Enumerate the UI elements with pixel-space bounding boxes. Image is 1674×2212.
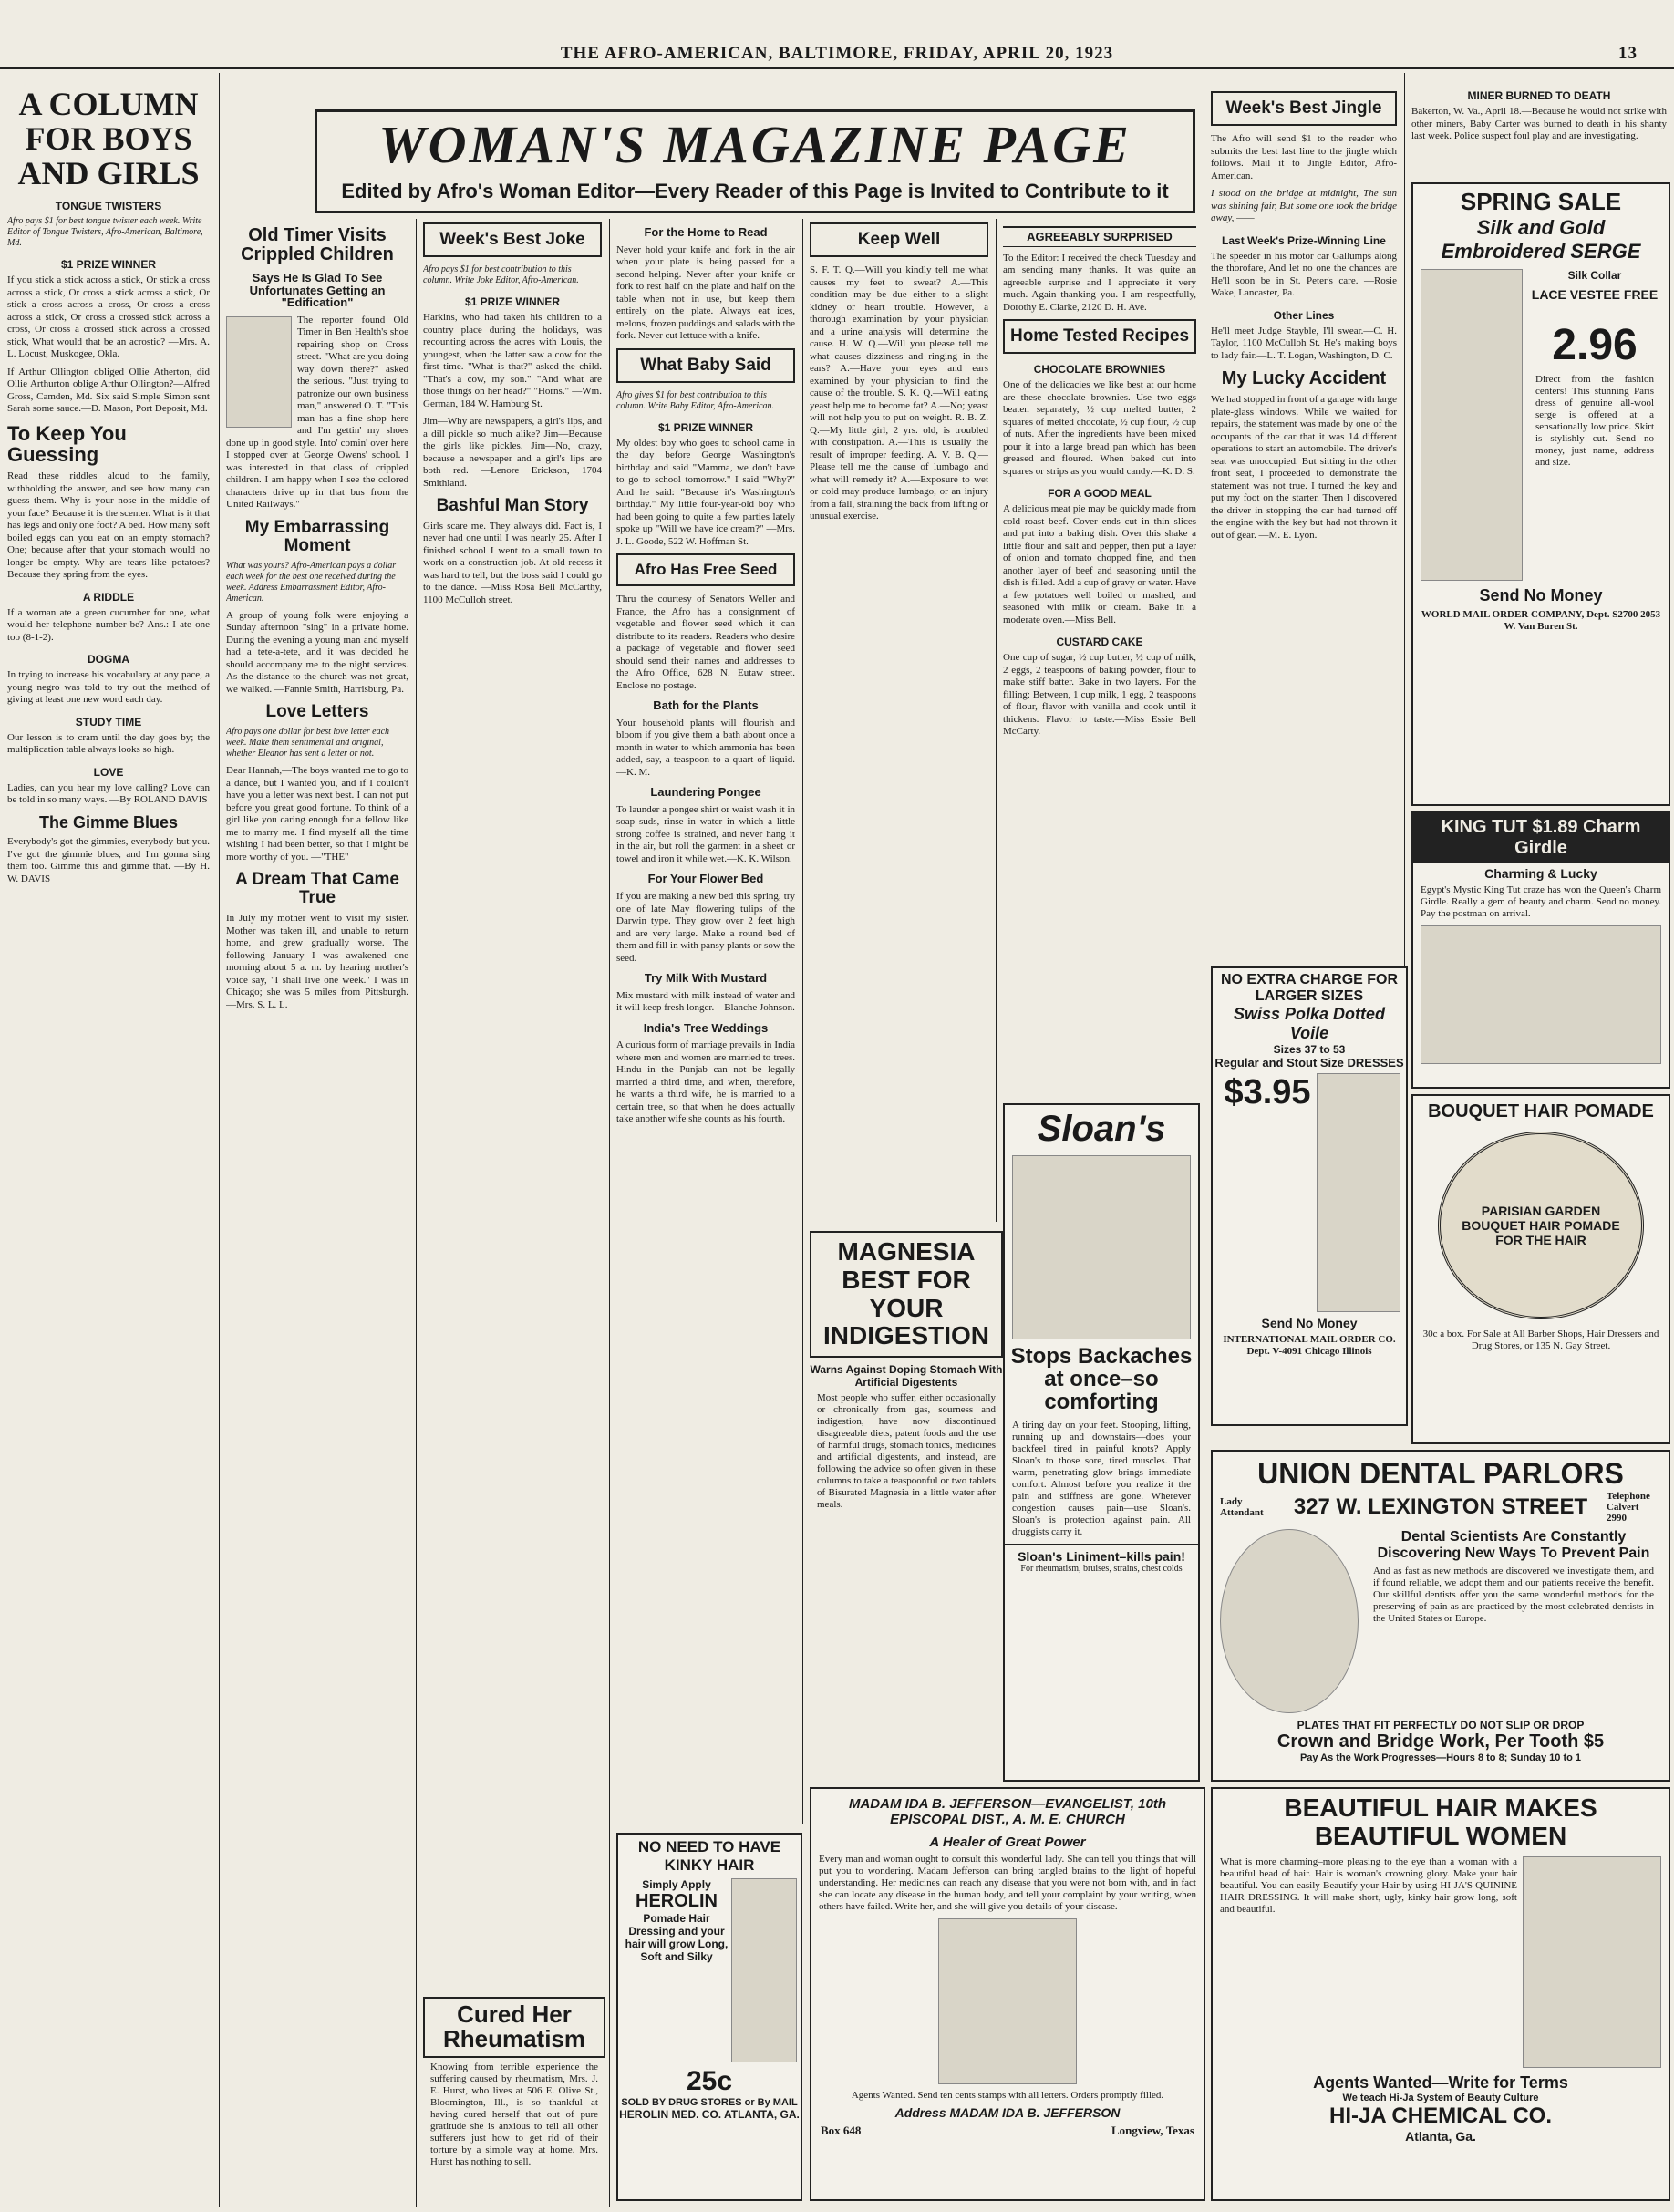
jingle-verse: I stood on the bridge at midnight, The sun was shining fair, But some one took the bridge away, —— <box>1211 188 1397 223</box>
masthead <box>0 44 1674 64</box>
column-rule <box>802 219 803 1824</box>
voile-dress-illustration <box>1317 1073 1400 1312</box>
joke-more-text: Jim—Why are newspapers, a girl's lips, and a dill pickle so much alike? Jim—Because the girls like pickles. Jim—No, crazy, because a newspaper and a girl's lips are both red. —Lenore Erickson, 1704 Smithland. <box>423 416 602 489</box>
baby-intro: Afro gives $1 for best contribution to this column. Write Baby Editor, Afro-American. <box>616 389 775 411</box>
dream-text: In July my mother went to visit my sister. Mother was taken ill, and unable to return home, and grew gradually worse. The following January I was awakened one morning about 5 a. m. by hearing mother's voice say, "I shall live one week." I was in Chicago; she was 5 miles from Pittsburgh. —Mrs. S. L. L. <box>226 913 408 1010</box>
study-time-text: Our lesson is to cram until the day goes by; the multiplication table always looks so high. <box>7 731 210 756</box>
beautiful-hair-woman-illustration <box>1523 1856 1661 2068</box>
serge-vestee-label: LACE VESTEE FREE <box>1531 287 1658 302</box>
ad-union-dental-parlors <box>1211 1450 1670 1782</box>
sloans-text: A tiring day on your feet. Stooping, lifting, running up and downstairs—does your backfeel tired in painful knots? Apply Sloan's to those sore, tired muscles. That warm, penetrating glow brings immediate comfort. Almost before you realize it the pain and stiffness are gone. Wherever congestion causes pain—use Sloan's. Sloan's is protection against pain. All druggists carry it. <box>1012 1419 1191 1537</box>
baby-text: My oldest boy who goes to school came in the day before George Washington's birthday and said "Mamma, we don't have to go to school tomorrow." I said "Why?" And he said: "Because it's Washington's birthday." My little four-year-old boy who had been going to quite a few parties lately spoke up "Will we have ice cream?" —Mrs. J. L. Goode, 522 W. Hoffman St. <box>616 437 795 547</box>
dental-head: UNION DENTAL PARLORS <box>1257 1457 1624 1490</box>
herolin-simply: Simply Apply <box>642 1878 711 1891</box>
joke-prize-heading: $1 PRIZE WINNER <box>464 295 560 308</box>
jingle-winner-text: The speeder in his motor car Gallumps along the thorofare, And let no one the chances are He'll soon be in St. Peter's care. —Rosie Wake, Lancaster, Pa. <box>1211 250 1397 298</box>
beautiful-hair-agents: Agents Wanted—Write for Terms <box>1313 2072 1568 2092</box>
page-number: 13 <box>1618 44 1638 63</box>
embarrassing-moment-text: A group of young folk were enjoying a Sunday afternoon "sing" in a private home. During the evening a young man and myself had a tete-a-tete, and it was decided he should accompany me to the night services. As the distance to the church was not great, we walked. —Fannie Smith, Harrisburg, Pa. <box>226 609 408 695</box>
rheumatism-head: Cured Her Rheumatism <box>423 1997 605 2058</box>
gimme-blues-text: Everybody's got the gimmies, everybody but you. I've got the gimmie blues, and I'm gonna sing them too. Gimme this and gimme that. —By H. W. DAVIS <box>7 836 210 884</box>
weeks-best-jingle-box: Week's Best Jingle <box>1211 91 1397 126</box>
voile-sub: Swiss Polka Dotted Voile <box>1233 1005 1386 1042</box>
ad-herolin <box>616 1833 802 2201</box>
tongue-twisters-intro: Afro pays $1 for best tongue twister each week. Write Editor of Tongue Twisters, Afro-American, Baltimore, Md. <box>7 216 203 249</box>
serge-company: WORLD MAIL ORDER COMPANY, Dept. S2700 2053 W. Van Buren St. <box>1421 609 1661 632</box>
serge-price: 2.96 <box>1552 321 1638 369</box>
home-tested-recipes-box: Home Tested Recipes <box>1003 319 1196 354</box>
beautiful-hair-city: Atlanta, Ga. <box>1405 2128 1476 2144</box>
serge-send-no-money: Send No Money <box>1479 586 1603 605</box>
serge-ad-head1: SPRING SALE <box>1460 188 1622 215</box>
column-rule <box>416 219 417 2207</box>
masthead-rule <box>0 67 1674 69</box>
love-letters-intro: Afro pays one dollar for best love letter each week. Make them sentimental and original, whether Eleanor has sent a letter or not. <box>226 727 390 760</box>
column-home <box>616 219 795 1824</box>
jefferson-box: Box 648 <box>821 2124 862 2137</box>
herolin-sub: Pomade Hair Dressing and your hair will grow Long, Soft and Silky <box>625 1912 728 1963</box>
voile-company: INTERNATIONAL MAIL ORDER CO. Dept. V-4091 Chicago Illinois <box>1223 1334 1396 1357</box>
ad-magnesia <box>810 1231 1003 1760</box>
flower-bed-heading: For Your Flower Bed <box>647 872 764 886</box>
sloans-illustration <box>1012 1155 1191 1339</box>
dental-attendant: Lady Attendant <box>1220 1496 1264 1518</box>
jefferson-agents: Agents Wanted. Send ten cents stamps with all letters. Orders promptly filled. <box>851 2090 1164 2101</box>
pomade-text: 30c a box. For Sale at All Barber Shops, Hair Dressers and Drug Stores, or 135 N. Gay Street. <box>1422 1328 1659 1351</box>
keep-guessing-heading: To Keep You Guessing <box>7 421 127 466</box>
good-meal-heading: FOR A GOOD MEAL <box>1048 487 1152 501</box>
custard-cake-heading: CUSTARD CAKE <box>1056 636 1143 649</box>
voile-stout: Regular and Stout Size DRESSES <box>1214 1056 1404 1070</box>
other-lines-heading: Other Lines <box>1273 308 1335 322</box>
voile-sizes: Sizes 37 to 53 <box>1273 1043 1346 1056</box>
what-baby-said-box: What Baby Said <box>616 348 795 383</box>
custard-cake-text: One cup of sugar, ½ cup butter, ½ cup of milk, 2 eggs, 2 teaspoons of baking powder, flour to make stiff batter. Bake in two layers. For the filling: Between, 1 cup milk, 1 egg, 2 teaspoons of flour, flavor with vanilla and cook until it thickens. Flavor to taste.—Miss Essie Bell McCarty. <box>1003 652 1196 738</box>
magnesia-sub: Warns Against Doping Stomach With Artificial Digestents <box>810 1363 1003 1390</box>
serge-text: Direct from the fashion centers! This stunning Paris dress of genuine all-wool serge is offered at a sensationally low price. Skirt is stylishly cut. Send no money, just name, address and size. <box>1535 374 1654 468</box>
home-text: Never hold your knife and fork in the air when your plate is being passed for a second helping. Never after your knife or fork to rest half on the plate and half on the table when not in use, but keep them entirely on the plate. Always eat ices, melons, frozen puddings and salads with the fork. Never cut lettuce with a knife. <box>616 243 795 342</box>
flower-bed-text: If you are making a new bed this spring, try one of late May flowering tulips of the Darwin type. They grow over 2 feet high and are very large. Make a round bed of them and fill in with pansy plants or sow the seed. <box>616 891 795 964</box>
dental-address: 327 W. LEXINGTON STREET <box>1293 1494 1588 1519</box>
ad-beautiful-hair <box>1211 1787 1670 2201</box>
extra-twisters-text: If Arthur Ollington obliged Ollie Atherton, did Ollie Arthurton oblige Arthur Ollington?—Alfred Gross, Camden, Md. Six said Simple Simon sent Sarah some sauce.—D. Mason, Port Deposit, Md. <box>7 366 210 415</box>
old-timer-illustration <box>226 316 292 428</box>
dental-text: And as fast as new methods are discovered we investigate them, and if found reliable, we adopt them and our patients receive the benefit. Our skillful dentists offer you the same wonderful methods for the preserving of pain as are practiced by the most celebrated dentists in the United States or Europe. <box>1373 1566 1654 1624</box>
column-title: A COLUMN FOR BOYS AND GIRLS <box>17 86 200 191</box>
love-letters-heading: Love Letters <box>265 702 369 722</box>
joke-text: Harkins, who had taken his children to a country place during the holidays, was recounting across the acres with Louis, the youngest, when the latter saw a cow for the first time. "What is that?" asked the child. "That's a cow, my son." "And what are those things on her head?" "Horns." —Wm. German, 184 W. Hamburg St. <box>423 312 602 409</box>
agreeably-surprised-text: To the Editor: I received the check Tuesday and am sending many thanks. It was quite an agreeable surprise and I appreciate it very much. Again thanking you. I am respectfully, Dorothy E. Clarke, 2120 D. H. Ave. <box>1003 252 1196 313</box>
masthead-text: THE AFRO-AMERICAN, BALTIMORE, FRIDAY, APRIL 20, 1923 <box>560 44 1114 63</box>
keep-well-text: S. F. T. Q.—Will you kindly tell me what causes my feet to sweat? A.—This condition may be due either to a slight kidney or heart trouble. However, a thorough examination by your physician and a urine analysis will determine the cause. H. W. Q.—Will you please tell me what causes dizziness and ringing in the ears? A.—Have your eyes and ears examined by your physician to find the cause of the trouble. S. K. Q.—Will eating yeast help me to become fat? A.—No; yeast will not help you to put on weight. R. B. Z. Q.—My little girl, 2 yrs. old, is troubled with constipation. A.—This is usually the result of improper feeding. A. V. B. Q.—Please tell me the cause of lumbago and what will remedy it? A.—Exposure to wet or cold may produce lumbago, or an injury from a fall, straining the back from lifting or unusual exercise. <box>810 264 988 522</box>
ad-polka-dotted-voile <box>1211 966 1408 1426</box>
dream-heading: A Dream That Came True <box>235 870 399 908</box>
pongee-heading: Laundering Pongee <box>650 785 761 800</box>
study-time-heading: STUDY TIME <box>75 715 142 729</box>
serge-ad-head2: Silk and Gold Embroidered SERGE <box>1441 216 1641 263</box>
tree-weddings-text: A curious form of marriage prevails in India where men and women are married to trees. Hindu in the Punjab can not be legally married a third time, and when, therefore, he wants a third wife, he is married to a certain tree, so that when he does actually take another wife she counts as his fourth. <box>616 1039 795 1125</box>
joke-intro: Afro pays $1 for best contribution to this column. Write Joke Editor, Afro-American. <box>423 264 579 285</box>
dogma-text: In trying to increase his vocabulary at any pace, a young negro was told to try out the method of giving at least one new word each day. <box>7 669 210 706</box>
sloans-footer-sub: For rheumatism, bruises, strains, chest colds <box>1020 1563 1183 1574</box>
sloans-head: Sloan's <box>1037 1109 1166 1149</box>
magnesia-text: Most people who suffer, either occasionally or chronically from gas, sourness and indigestion, have now discontinued disagreeable diets, patent foods and the use of harmful drugs, stomach tonics, medicines and artificial digestents, and instead, are following the advice so often given in these columns to take a teaspoonful or two tablets of Bisurated Magnesia in a little water after meals. <box>817 1392 996 1511</box>
ad-sloans-liniment <box>1003 1103 1200 1782</box>
column-rule <box>609 219 610 2207</box>
voile-price: $3.95 <box>1224 1073 1311 1111</box>
weeks-best-joke-box: Week's Best Joke <box>423 222 602 257</box>
brownies-heading: CHOCOLATE BROWNIES <box>1033 363 1166 377</box>
free-seed-text: Thru the courtesy of Senators Weller and France, the Afro has a consignment of vegetable and flower seed which it can distribute to its readers. Readers who desire a package of vegetable and flower seed should send their names and addresses to the Afro Office, 628 N. Eutaw street. Enclose no postage. <box>616 594 795 691</box>
bashful-man-heading: Bashful Man Story <box>436 496 589 515</box>
old-timer-subheading: Says He Is Glad To See Unfortunates Getting an "Edification" <box>249 271 386 310</box>
keep-guessing-text: Read these riddles aloud to the family, withholding the answer, and see how many can guess them. Why is your nose in the middle of your face? Because it is the scenter. What is it that has legs and only one foot? A bed. How many soft boiled eggs can you eat on an empty stomach? One; because after that your stomach would no longer be empty. Why are tears like potatoes? Because they spring from the eyes. <box>7 470 210 581</box>
king-tut-head: KING TUT $1.89 Charm Girdle <box>1413 813 1669 863</box>
brownies-text: One of the delicacies we like best at our home are these chocolate brownies. Use two eggs beaten separately, ½ cup melted butter, 2 squares of melted chocolate, ½ cup flour, ½ cup of nuts. After the ingredients have been mixed pour it into a large bread pan which has been greased and floured. When baked cut into squares or strips as you would candy.—K. D. S. <box>1003 379 1196 477</box>
sloans-footer: Sloan's Liniment–kills pain! <box>1005 1544 1198 1564</box>
love-letters-text: Dear Hannah,—The boys wanted me to go to a dance, but I wanted you, and if I couldn't have you a letter was next best. I can not put before you great good fortune. To think of a girl like you caring enough for a fellow like me to marry me. I find myself all the time wishing I had been better, so that I might be more worthy of you. —"THE" <box>226 765 408 863</box>
column-old-timer <box>226 219 408 2203</box>
jingle-winner-heading: Last Week's Prize-Winning Line <box>1222 233 1386 247</box>
plants-text: Your household plants will flourish and bloom if you give them a bath about once a month in water to which ammonia has been added, say, a teaspoon to a quart of liquid.—K. M. <box>616 717 795 778</box>
love-heading: LOVE <box>93 765 124 779</box>
ad-hair-pomade <box>1411 1094 1670 1444</box>
sloans-main: Stops Backaches at once–so comforting <box>1010 1344 1193 1415</box>
lucky-accident-heading: My Lucky Accident <box>1221 368 1387 388</box>
jefferson-head: MADAM IDA B. JEFFERSON—EVANGELIST, 10th EPISCOPAL DIST., A. M. E. CHURCH <box>848 1796 1167 1827</box>
herolin-woman-illustration <box>731 1878 797 2062</box>
ad-madam-jefferson <box>810 1787 1205 2201</box>
bashful-man-text: Girls scare me. They always did. Fact is, I never had one until I was nearly 25. After I finished school I went to a small town to work on a construction job. At old recess it was hard to tell, but the boss said I could go to the dance. —Miss Rosa Bell McCarthy, 1100 McCulloh street. <box>423 520 602 605</box>
voile-head: NO EXTRA CHARGE FOR LARGER SIZES <box>1220 972 1399 1004</box>
column-rule <box>996 219 997 1222</box>
home-heading: For the Home to Read <box>644 225 768 239</box>
plants-heading: Bath for the Plants <box>653 698 759 713</box>
ad-spring-sale-serge <box>1411 182 1670 806</box>
herolin-sold: SOLD BY DRUG STORES or By MAIL <box>621 2097 798 2108</box>
old-timer-text: The reporter found Old Timer in Ben Health's shoe repairing shop on Cross street. "What are you doing way down there?" asked the serious. "Just trying to patronize our own business man," answered O. T. "This man has a fine shop here and I'm gettin' my shoes done up in good style. Into' comin' over here I stopped over at George Owens' school. I was interested in that class of crippled children. I am happy when I see the colored characters drive up in that bus from the United Railways." <box>226 314 408 511</box>
miner-heading: MINER BURNED TO DEATH <box>1467 89 1611 102</box>
free-seed-box: Afro Has Free Seed <box>616 553 795 586</box>
riddle-text: If a woman ate a green cucumber for one, what would her telephone number be? Ans.: I ate one too (8-1-2). <box>7 606 210 643</box>
baby-prize-heading: $1 PRIZE WINNER <box>657 420 753 434</box>
dental-phone: Telephone Calvert 2990 <box>1606 1491 1650 1524</box>
column-keep-well <box>810 219 988 1222</box>
herolin-company: HEROLIN MED. CO. ATLANTA, GA. <box>619 2108 800 2121</box>
prize-winner-heading: $1 PRIZE WINNER <box>60 258 156 272</box>
other-lines-text: He'll meet Judge Stayble, I'll swear.—C. H. Taylor, 1100 McCulloh St. He's making boys to lady fair.—L. T. Logan, Washington, D. C. <box>1211 325 1397 361</box>
pongee-text: To launder a pongee shirt or waist wash it in soap suds, rinse in water in which a little strong coffee is strained, and never hang it in the air, but roll the garment in a sheet or towel and iron it while wet.—K. K. Wilson. <box>616 803 795 864</box>
pomade-head: BOUQUET HAIR POMADE <box>1428 1101 1654 1122</box>
column-jokes <box>423 219 602 2203</box>
beautiful-hair-company: HI-JA CHEMICAL CO. <box>1328 2103 1552 2128</box>
voile-send-no-money: Send No Money <box>1261 1316 1358 1330</box>
jingle-intro: The Afro will send $1 to the reader who submits the best last line to the jingle which follows. Mail it to Jingle Editor, Afro-American. <box>1211 133 1397 181</box>
tongue-twisters-heading: TONGUE TWISTERS <box>55 200 162 213</box>
tree-weddings-heading: India's Tree Weddings <box>643 1020 769 1035</box>
milk-mustard-text: Mix mustard with milk instead of water and it will keep fresh longer.—Blanche Johnson. <box>616 989 795 1014</box>
milk-mustard-heading: Try Milk With Mustard <box>644 971 768 986</box>
pomade-label: PARISIAN GARDEN BOUQUET HAIR POMADE FOR THE HAIR <box>1462 1204 1620 1247</box>
page-banner <box>315 109 1195 213</box>
king-tut-girdle-illustration <box>1421 925 1661 1064</box>
ad-rheumatism <box>423 1997 605 2197</box>
jefferson-portrait <box>938 1918 1077 2084</box>
jefferson-city: Longview, Texas <box>1111 2124 1194 2137</box>
rheumatism-text: Knowing from terrible experience the suffering caused by rheumatism, Mrs. J. E. Hurst, who lives at 506 E. Olive St., Bloomington, Ill., is so thankful at having cured herself that out of pure gratitude she is anxious to tell all other sufferers just how to get rid of their torture by a simple way at home. Mrs. Hurst has nothing to sell. <box>430 2061 598 2167</box>
beautiful-hair-text: What is more charming–more pleasing to the eye than a woman with a beautiful head of hair. Hair is woman's crowning glory. Make your hair beautiful. You can easily Beautify your Hair by using HI-JA'S QUININE HAIR DRESSING. It will make short, ugly, kinky hair grow long, soft and beautiful. <box>1220 1855 1517 1915</box>
king-tut-sub: Charming & Lucky <box>1484 866 1597 881</box>
column-recipes <box>1003 219 1196 1094</box>
lucky-accident-text: We had stopped in front of a garage with large plate-glass windows. While we waited for repairs, the statement was made by one of the occupants of the car that it was 14 different operations to start an automobile. The driver's seat was unoccupied. But sitting in the other front seat, I proceeded to demonstrate the statement was not true. I turned the key and put my foot on the starter. Then I discovered the driver in stopping the car had turned off the engine with the key but had not thrown it out of gear. —M. E. Lyon. <box>1211 394 1397 541</box>
dental-hours: Pay As the Work Progresses—Hours 8 to 8; Sunday 10 to 1 <box>1299 1752 1582 1763</box>
jefferson-text: Every man and woman ought to consult this wonderful lady. She can tell you things that will put you to wondering. Madam Jefferson can bring tangled brains to the light of hopeful understanding. Her medicines can reach any disease that you were not born with, and in fact she can locate any disease in the human body, and tell your complaint by your writing, when others have failed. Write her, and she will give you details of your disease. <box>819 1854 1196 1912</box>
dental-sub: Dental Scientists Are Constantly Discovering New Ways To Prevent Pain <box>1377 1529 1650 1561</box>
dental-smiling-woman-illustration <box>1220 1529 1359 1713</box>
beautiful-hair-head: BEAUTIFUL HAIR MAKES BEAUTIFUL WOMEN <box>1284 1793 1597 1850</box>
dental-crown: Crown and Bridge Work, Per Tooth $5 <box>1276 1731 1605 1752</box>
herolin-head: NO NEED TO HAVE KINKY HAIR <box>637 1838 781 1874</box>
embarrassing-moment-intro: What was yours? Afro-American pays a dollar each week for the best one received during the week. Address Embarrassment Editor, Afro-American. <box>226 560 397 604</box>
gimme-blues-heading: The Gimme Blues <box>38 812 179 832</box>
dental-plates: PLATES THAT FIT PERFECTLY DO NOT SLIP OR DROP <box>1297 1719 1585 1731</box>
jefferson-sub: A Healer of Great Power <box>929 1835 1086 1850</box>
embarrassing-moment-heading: My Embarrassing Moment <box>244 517 390 555</box>
love-text: Ladies, can you hear my love calling? Love can be told in so many ways. —By ROLAND DAVIS <box>7 781 210 806</box>
beautiful-hair-culture: We teach Hi-Ja System of Beauty Culture <box>1342 2092 1539 2103</box>
column-jingle <box>1211 88 1397 954</box>
serge-collar-label: Silk Collar <box>1567 269 1622 282</box>
banner-title: WOMAN'S MAGAZINE PAGE <box>378 115 1132 174</box>
king-tut-text: Egypt's Mystic King Tut craze has won the Queen's Charm Girdle. Really a gem of beauty and charm. Send no money. Pay the postman on arrival. <box>1421 884 1661 919</box>
column-rule <box>219 73 220 2207</box>
banner-subtitle: Edited by Afro's Woman Editor—Every Reader of this Page is Invited to Contribute to it <box>341 180 1169 202</box>
old-timer-heading: Old Timer Visits Crippled Children <box>241 225 394 264</box>
ad-king-tut-girdle <box>1411 811 1670 1089</box>
agreeably-surprised-heading: AGREEABLY SURPRISED <box>1003 226 1196 247</box>
prize-winner-text: If you stick a stick across a stick, Or stick a cross across a stick, Or cross a stick across a stick, Or stick a cross across a cross, Or cross a cross across a stick, Or cross a crossed stick across a cross, Or cross a crossed stick across a crossed stick, What would that be an acrostic? —Mrs. A. L. Locust, Muskogee, Okla. <box>7 274 210 360</box>
riddle-heading: A RIDDLE <box>82 590 135 604</box>
jefferson-address-name: Address MADAM IDA B. JEFFERSON <box>894 2105 1121 2120</box>
keep-well-box: Keep Well <box>810 222 988 257</box>
herolin-product: HEROLIN <box>636 1891 718 1911</box>
magnesia-head: MAGNESIA BEST FOR YOUR INDIGESTION <box>810 1231 1003 1358</box>
herolin-price: 25c <box>686 2066 733 2096</box>
column-boys-and-girls <box>7 80 210 2205</box>
miner-text: Bakerton, W. Va., April 18.—Because he would not strike with other miners, Baby Carter was burned to death in his shanty last week. Police suspect foul play and are investigating. <box>1411 106 1667 141</box>
pomade-tin-icon <box>1438 1132 1644 1319</box>
dogma-heading: DOGMA <box>88 653 129 667</box>
good-meal-text: A delicious meat pie may be quickly made from cold roast beef. Cover ends cut in thin slices and put into a baking dish. Over this shake a little flour and salt and pepper, then put a layer of onion and tomato chopped fine, and then another layer of beef and seasoning until the dish is filled. Add a cup of gravy or water. Have a few potatoes well boiled or mashed, and seasoned with milk or cream. Bake in a moderate oven.—Miss Bell. <box>1003 503 1196 625</box>
serge-dress-illustration <box>1421 269 1523 581</box>
